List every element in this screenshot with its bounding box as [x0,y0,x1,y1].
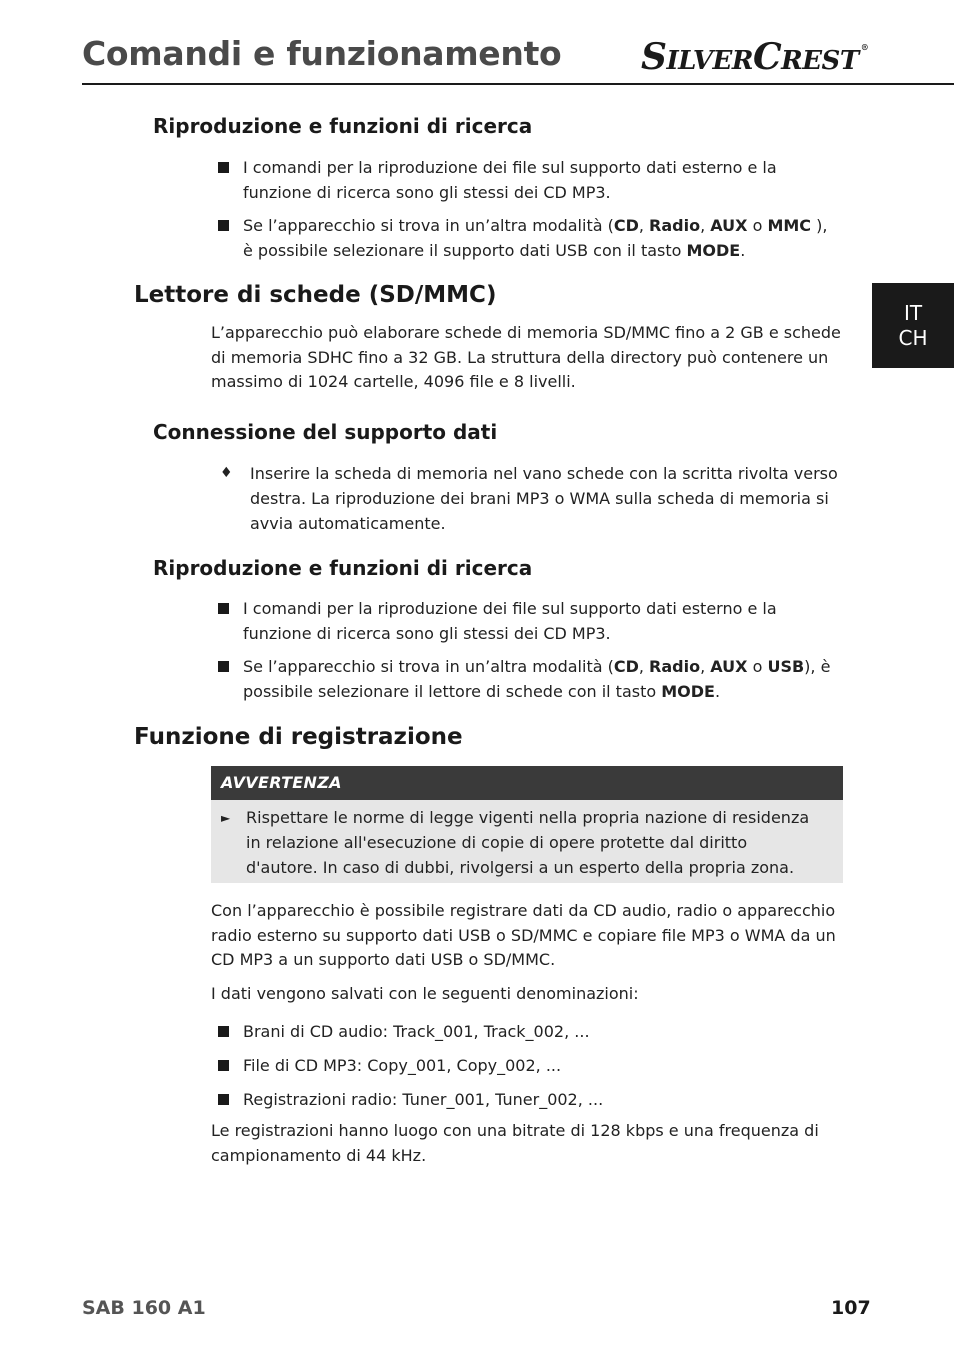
diamond-bullet-icon: ♦ [220,465,233,481]
warning-title: AVVERTENZA [211,766,843,800]
language-tab-ch: CH [898,325,928,350]
square-bullet-icon [218,1060,229,1071]
bitrate-note: Le registrazioni hanno luogo con una bitrate di 128 kbps e una frequenza di campionamento di 44 kHz. [211,1121,819,1165]
section-heading-connection: Connessione del supporto dati [153,420,498,444]
language-tab-it: IT [903,300,923,325]
section-heading-recording: Funzione di registrazione [134,724,463,750]
section-heading-playback-card: Riproduzione e funzioni di ricerca [153,556,533,580]
square-bullet-icon [218,603,229,614]
square-bullet-icon [218,220,229,231]
section-heading-playback-usb: Riproduzione e funzioni di ricerca [153,114,533,138]
list-item: Se l’apparecchio si trova in un’altra modalità (CD, Radio, AUX o USB), è possibile selezionare il lettore di schede con il tasto MODE. [218,654,842,704]
list-item: Brani di CD audio: Track_001, Track_002, ... [218,1019,842,1044]
list-item: I comandi per la riproduzione dei file sul supporto dati esterno e la funzione di ricerca sono gli stessi dei CD MP3. [218,596,842,646]
square-bullet-icon [218,1026,229,1037]
naming-intro: I dati vengono salvati con le seguenti denominazioni: [211,984,639,1003]
page-number: 107 [831,1297,871,1319]
language-tab [872,283,954,368]
list-item: File di CD MP3: Copy_001, Copy_002, ... [218,1053,842,1078]
recording-description: Con l’apparecchio è possibile registrare dati da CD audio, radio o apparecchio radio esterno su supporto dati USB o SD/MMC e copiare file MP3 o WMA da un CD MP3 a un supporto dati USB o SD/MMC. [211,901,836,969]
instruction-step: ♦ Inserire la scheda di memoria nel vano schede con la scritta rivolta verso destra. La riproduzione dei brani MP3 o WMA sulla scheda di memoria si avvia automaticamente. [218,461,842,536]
square-bullet-icon [218,661,229,672]
arrow-bullet-icon: ► [221,811,231,825]
list-item: Registrazioni radio: Tuner_001, Tuner_002, ... [218,1087,842,1112]
warning-box [211,766,843,883]
footer-model: SAB 160 A1 [82,1297,206,1319]
brand-logo: SILVERCREST ® [641,36,869,78]
section-heading-card-reader: Lettore di schede (SD/MMC) [134,282,497,308]
list-item: I comandi per la riproduzione dei file sul supporto dati esterno e la funzione di ricerca sono gli stessi dei CD MP3. [218,155,842,205]
card-reader-description: L’apparecchio può elaborare schede di memoria SD/MMC fino a 2 GB e schede di memoria SDHC fino a 32 GB. La struttura della directory può contenere un massimo di 1024 cartelle, 4096 file e 8 livelli. [211,323,841,391]
square-bullet-icon [218,162,229,173]
list-item: Se l’apparecchio si trova in un’altra modalità (CD, Radio, AUX o MMC ), è possibile selezionare il supporto dati USB con il tasto MODE. [218,213,842,263]
header-rule [82,83,954,85]
page-title: Comandi e funzionamento [82,34,562,73]
warning-body: ► Rispettare le norme di legge vigenti nella propria nazione di residenza in relazione all'esecuzione di copie di opere protette dal diritto d'autore. In caso di dubbi, rivolgersi a un esperto della propria zona. [221,808,810,877]
square-bullet-icon [218,1094,229,1105]
